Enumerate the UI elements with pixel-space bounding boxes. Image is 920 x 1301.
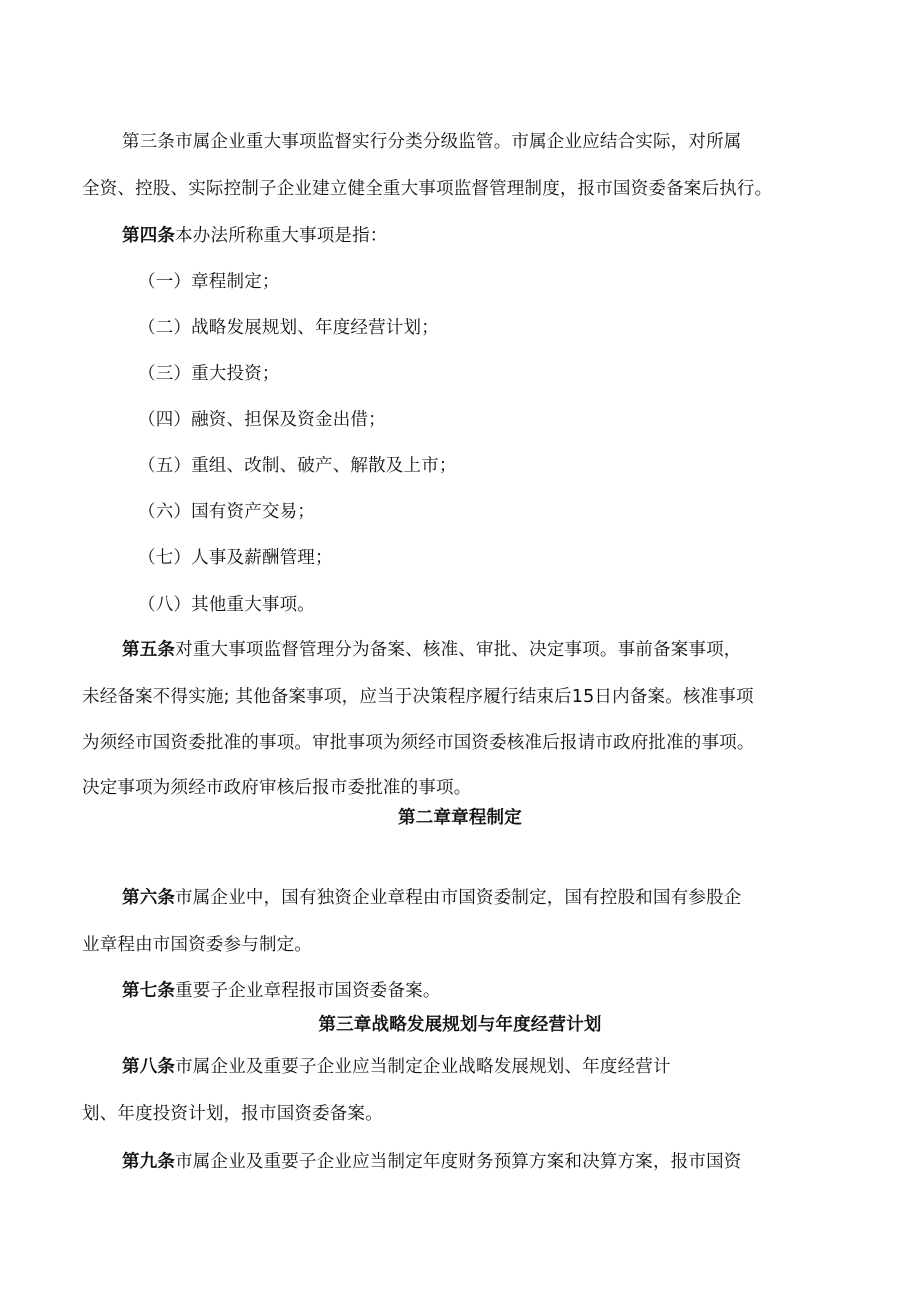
article-6-line-1 — [122, 886, 882, 910]
chapter-3-heading: 第三章战略发展规划与年度经营计划 — [318, 1015, 602, 1035]
article-7-label: 第七条 — [122, 981, 176, 1001]
article-6-text-1: 市属企业中，国有独资企业章程由市国资委制定，国有控股和国有参股企 — [175, 888, 742, 908]
article-4-text: 本办法所称重大事项是指： — [175, 226, 388, 246]
article-4-paragraph — [122, 224, 882, 248]
article-4-label: 第四条 — [122, 226, 176, 246]
article-7-text: 重要子企业章程报市国资委备案。 — [175, 981, 441, 1001]
article-4-item-5: （五）重组、改制、破产、解散及上市； — [138, 456, 457, 476]
article-9-text-1: 市属企业及重要子企业应当制定年度财务预算方案和决算方案，报市国资 — [175, 1152, 742, 1172]
article-5-text-1: 对重大事项监督管理分为备案、核准、审批、决定事项。事前备案事项， — [175, 640, 742, 660]
article-4-item-7: （七）人事及薪酬管理； — [138, 548, 333, 568]
article-5-line-4: 决定事项为须经市政府审核后报市委批准的事项。 — [82, 778, 472, 798]
article-9-line-1 — [122, 1150, 882, 1174]
article-7-paragraph — [122, 979, 882, 1003]
article-5-line-3: 为须经市国资委批准的事项。审批事项为须经市国资委核准后报请市政府批准的事项。 — [82, 733, 755, 753]
article-8-line-2: 划、年度投资计划，报市国资委备案。 — [82, 1104, 383, 1124]
article-3-line-1: 第三条市属企业重大事项监督实行分类分级监管。市属企业应结合实际，对所属 — [122, 132, 742, 152]
article-8-text-1: 市属企业及重要子企业应当制定企业战略发展规划、年度经营计 — [175, 1057, 671, 1077]
article-8-line-1 — [122, 1055, 882, 1079]
article-4-item-2: （二）战略发展规划、年度经营计划； — [138, 318, 439, 338]
article-4-item-6: （六）国有资产交易； — [138, 502, 315, 522]
article-6-line-2: 业章程由市国资委参与制定。 — [82, 935, 313, 955]
article-6-label: 第六条 — [122, 888, 176, 908]
article-5-label: 第五条 — [122, 640, 176, 660]
article-9-label: 第九条 — [122, 1152, 176, 1172]
article-5-line-2: 未经备案不得实施; 其他备案事项，应当于决策程序履行结束后15日内备案。核准事项 — [82, 687, 754, 707]
article-3-line-2: 全资、控股、实际控制子企业建立健全重大事项监督管理制度，报市国资委备案后执行。 — [82, 179, 773, 199]
chapter-2-heading: 第二章章程制定 — [398, 808, 522, 828]
article-8-label: 第八条 — [122, 1057, 176, 1077]
article-4-item-1: （一）章程制定； — [138, 272, 280, 292]
article-4-item-8: （八）其他重大事项。 — [138, 595, 315, 615]
article-4-item-4: （四）融资、担保及资金出借； — [138, 410, 386, 430]
article-5-line-1 — [122, 638, 882, 662]
article-4-item-3: （三）重大投资； — [138, 364, 280, 384]
